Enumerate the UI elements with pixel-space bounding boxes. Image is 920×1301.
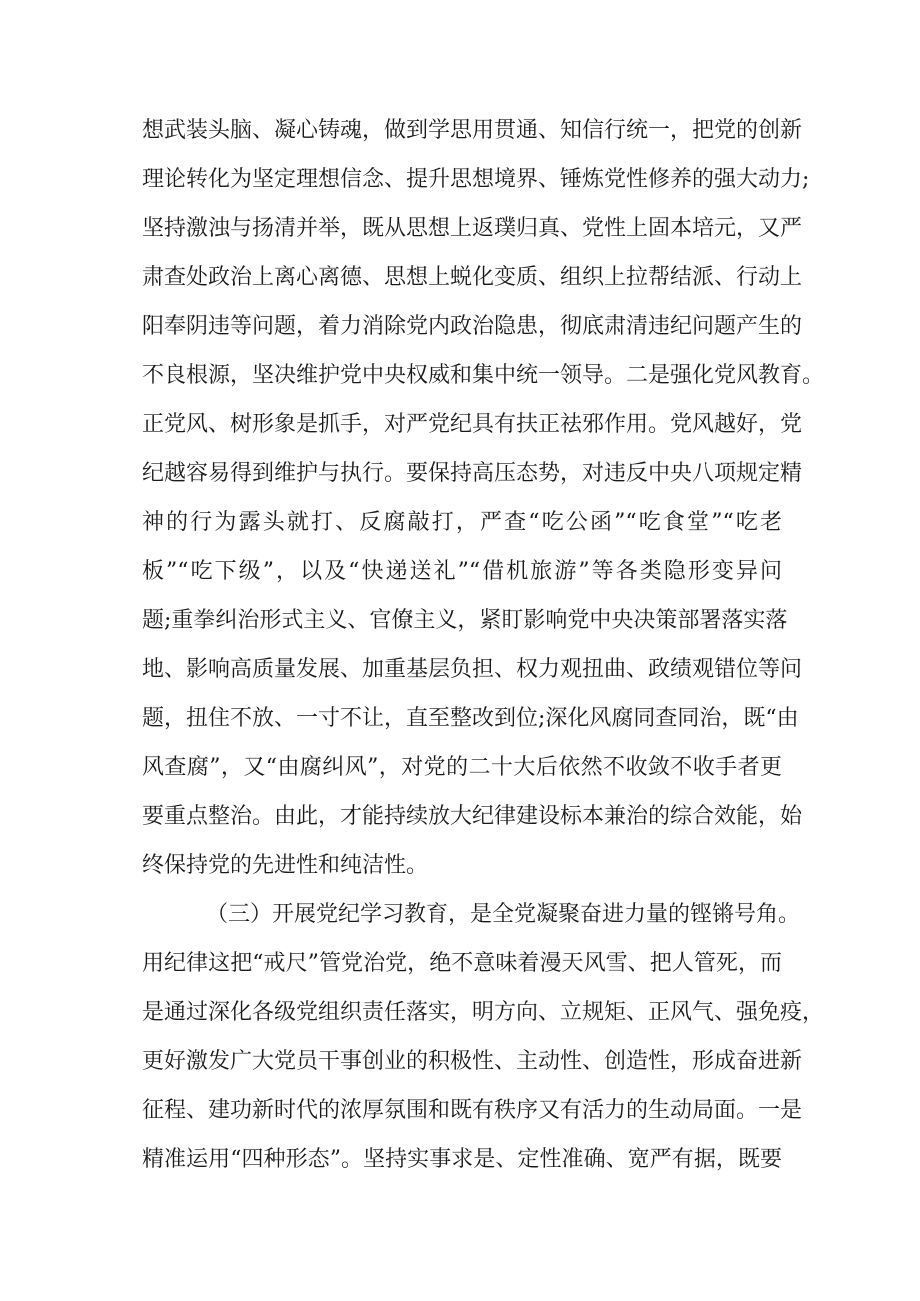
body-text-line: 不良根源，坚决维护党中央权威和集中统一领导。二是强化党风教育。	[142, 363, 825, 388]
body-text-line: 神的行为露头就打、反腐敲打，严查“吃公函”“吃食堂”“吃老	[142, 510, 782, 535]
body-text-line: 肃查处政治上离心离德、思想上蜕化变质、组织上拉帮结派、行动上	[142, 265, 803, 290]
body-text-line: 理论转化为坚定理想信念、提升思想境界、锤炼党性修养的强大动力;	[142, 167, 810, 192]
body-text-line: 题，扭住不放、一寸不让，直至整改到位;深化风腐同查同治，既“由	[142, 706, 799, 731]
section-heading-line: （三）开展党纪学习教育，是全党凝聚奋进力量的铿锵号角。	[206, 902, 801, 927]
body-text-line: 地、影响高质量发展、加重基层负担、权力观扭曲、政绩观错位等问	[142, 657, 803, 682]
body-text-line: 正党风、树形象是抓手，对严党纪具有扶正祛邪作用。党风越好，党	[142, 412, 803, 437]
body-text-line: 想武装头脑、凝心铸魂，做到学思用贯通、知信行统一，把党的创新	[142, 118, 803, 143]
paragraph-last-line: 终保持党的先进性和纯洁性。	[142, 853, 429, 878]
body-text-line: 阳奉阴违等问题，着力消除党内政治隐患，彻底肃清违纪问题产生的	[142, 314, 803, 339]
body-text-line: 要重点整治。由此，才能持续放大纪律建设标本兼治的综合效能，始	[142, 804, 803, 829]
body-text-line: 用纪律这把“戒尺”管党治党，绝不意味着漫天风雪、把人管死，而	[142, 951, 782, 976]
body-text-line: 纪越容易得到维护与执行。要保持高压态势，对违反中央八项规定精	[142, 461, 803, 486]
body-text-line: 征程、建功新时代的浓厚氛围和既有秩序又有活力的生动局面。一是	[142, 1098, 803, 1123]
body-text-line: 题;重拳纠治形式主义、官僚主义，紧盯影响党中央决策部署落实落	[142, 608, 788, 633]
body-text-line: 坚持激浊与扬清并举，既从思想上返璞归真、党性上固本培元，又严	[142, 216, 803, 241]
body-text-line: 板”“吃下级”，以及“快递送礼”“借机旅游”等各类隐形变异问	[142, 559, 782, 584]
body-text-line: 精准运用“四种形态”。坚持实事求是、定性准确、宽严有据，既要	[142, 1147, 782, 1172]
body-text-line: 是通过深化各级党组织责任落实，明方向、立规矩、正风气、强免疫，	[142, 1000, 825, 1025]
body-text-line: 更好激发广大党员干事创业的积极性、主动性、创造性，形成奋进新	[142, 1049, 803, 1074]
body-text-line: 风查腐”，又“由腐纠风”，对党的二十大后依然不收敛不收手者更	[142, 755, 782, 780]
